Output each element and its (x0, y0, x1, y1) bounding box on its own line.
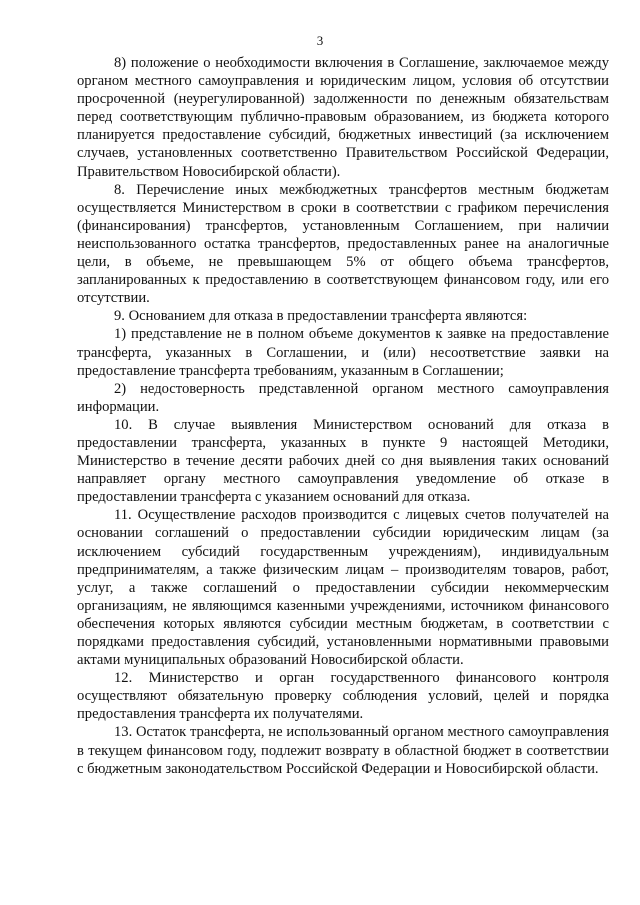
paragraph-9: 9. Основанием для отказа в предоставлении трансферта являются: (114, 308, 528, 325)
paragraph-10: 10. В случае выявления Министерством оснований для отказа в предоставлении трансферта, указанных в пункте 9 настоящей Методики, Министерство в течение десяти рабочих дней со дня выявления таких оснований направляет органу местного самоуправления уведомление об отказе в предоставлении трансферта с указанием оснований для отказа. (77, 416, 609, 506)
paragraph-8: 8. Перечисление иных межбюджетных трансфертов местным бюджетам осуществляется Министерством в сроки в соответствии с графиком перечисления (финансирования) трансфертов, установленным Соглашением, при наличии неиспользованного остатка трансфертов, предоставленных ранее на аналогичные цели, в объеме, не превышающем 5% от общего объема трансфертов, запланированных к предоставлению в соответствующем финансовом году, или его отсутствии. (77, 181, 609, 307)
paragraph-subitem-8: 8) положение о необходимости включения в Соглашение, заключаемое между органом местного самоуправления и юридическим лицом, условия об отсутствии просроченной (неурегулированной) задолженности по денежным обязательствам перед соответствующим публично-правовым образованием, из бюджета которого планируется предоставление субсидий, бюджетных инвестиций (за исключением случаев, установленных соответственно Правительством Российской Федерации, Правительством Новосибирской области). (77, 55, 609, 180)
page-number: 3 (316, 33, 324, 48)
paragraph-11: 11. Осуществление расходов производится с лицевых счетов получателей на основании соглашений о предоставлении субсидии юридическим лицам (за исключением субсидий государственным учреждениям), индивидуальным предпринимателям, а также физическим лицам – производителям товаров, работ, услуг, а также соглашений о предоставлении субсидии некоммерческим организациям, не являющимся казенными учреждениями, источником финансового обеспечения которых являются субсидии местным бюджетам, в соответствии с порядками предоставления субсидий, установленными нормативными правовыми актами муниципальных образований Новосибирской области. (77, 507, 609, 669)
document-body (77, 54, 609, 778)
paragraph-12: 12. Министерство и орган государственного финансового контроля осуществляют обязательную проверку соблюдения условий, целей и порядка предоставления трансферта их получателями. (77, 670, 609, 723)
paragraph-9-subitem-1: 1) представление не в полном объеме документов к заявке на предоставление трансферта, указанных в Соглашении, и (или) несоответствие заявки на предоставление трансферта требованиям, указанным в Соглашении; (77, 326, 609, 379)
paragraph-13: 13. Остаток трансферта, не использованный органом местного самоуправления в текущем финансовом году, подлежит возврату в областной бюджет в соответствии с бюджетным законодательством Российской Федерации и Новосибирской области. (77, 724, 609, 777)
paragraph-9-subitem-2: 2) недостоверность представленной органом местного самоуправления информации. (77, 380, 609, 415)
